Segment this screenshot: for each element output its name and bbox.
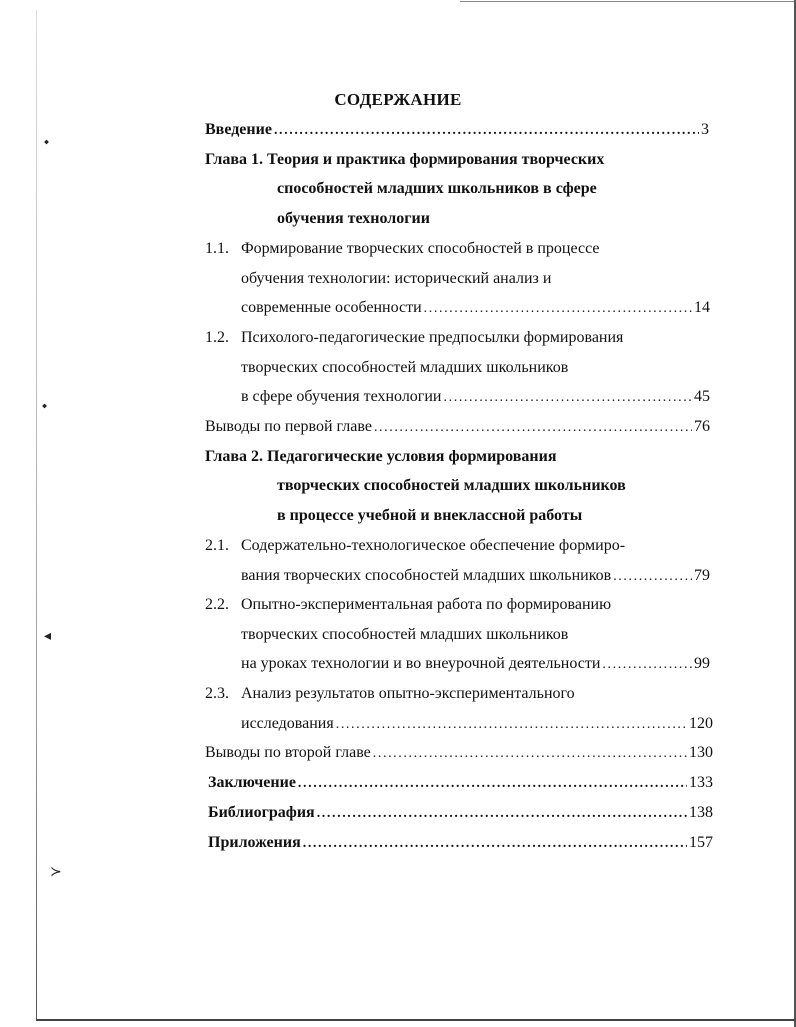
leader-dots (303, 833, 687, 855)
toc-section-2-1-line2 (241, 565, 710, 587)
leader-dots (274, 120, 699, 142)
scan-speck: ⬩ (44, 135, 50, 150)
toc-section-2-2-line1 (205, 594, 611, 616)
toc-section-2-3-line2 (241, 713, 713, 735)
leader-dots (336, 714, 687, 736)
entry-label: исследования (241, 715, 334, 732)
entry-label: вания творческих способностей младших школьников (241, 567, 612, 584)
chapter2-heading-line2: творческих способностей младших школьников (277, 477, 626, 494)
entry-page: 99 (694, 655, 710, 672)
toc-section-1-2-line2: творческих способностей младших школьников (241, 359, 569, 376)
scan-speck: ⬩ (42, 399, 48, 414)
chapter1-heading-line2: способностей младших школьников в сфере (277, 180, 597, 197)
entry-label: современные особенности (241, 299, 422, 316)
toc-section-1-2-line1 (205, 327, 623, 349)
leader-dots (602, 654, 692, 676)
entry-page: 3 (701, 121, 709, 138)
toc-section-2-2-line3 (241, 653, 710, 675)
entry-label: в сфере обучения технологии (241, 388, 442, 405)
toc-title: СОДЕРЖАНИЕ (334, 90, 462, 109)
toc-section-1-1-line1 (205, 238, 599, 260)
toc-entry-bibliography (208, 802, 713, 824)
section-number: 1.2. (205, 329, 229, 346)
entry-label: Выводы по первой главе (205, 418, 372, 435)
toc-entry-conclusions2 (205, 742, 713, 764)
section-text: Психолого-педагогические предпосылки формирования (241, 329, 624, 346)
section-number: 2.3. (205, 685, 229, 702)
chapter2-heading-line1: Глава 2. Педагогические условия формирования (205, 448, 557, 465)
entry-page: 133 (689, 774, 713, 791)
entry-label: Введение (205, 121, 272, 138)
chapter1-heading-line3: обучения технологии (277, 210, 430, 227)
entry-label: Библиография (208, 804, 315, 821)
entry-page: 120 (689, 715, 713, 732)
scan-speck: ◂ (44, 629, 52, 644)
leader-dots (444, 387, 693, 409)
entry-label: Выводы по второй главе (205, 744, 371, 761)
toc-section-2-3-line1 (205, 683, 575, 705)
section-text: Формирование творческих способностей в процессе (241, 240, 600, 257)
section-number: 1.1. (205, 240, 229, 257)
toc-entry-intro (205, 119, 709, 141)
section-text: Содержательно-технологическое обеспечение формиро- (241, 537, 626, 554)
section-number: 2.2. (205, 596, 229, 613)
chapter2-heading-line3: в процессе учебной и внеклассной работы (277, 507, 583, 524)
toc-section-2-1-line1 (205, 535, 625, 557)
entry-page: 79 (694, 567, 710, 584)
leader-dots (613, 566, 692, 588)
toc-section-1-2-line3 (241, 386, 710, 408)
entry-label: Приложения (208, 834, 301, 851)
entry-page: 76 (694, 418, 710, 435)
toc-entry-conclusions1 (205, 416, 710, 438)
toc-section-1-1-line3 (241, 297, 710, 319)
entry-page: 157 (689, 834, 713, 851)
leader-dots (317, 803, 687, 825)
scan-edge-left (36, 10, 37, 1020)
leader-dots (373, 743, 687, 765)
toc-entry-appendices (208, 832, 713, 854)
scan-speck: ≻ (50, 865, 62, 880)
leader-dots (374, 417, 692, 439)
chapter1-heading-line1: Глава 1. Теория и практика формирования творческих (205, 151, 605, 168)
entry-page: 130 (689, 744, 713, 761)
leader-dots (424, 298, 692, 320)
section-number: 2.1. (205, 537, 229, 554)
entry-label: Заключение (208, 774, 296, 791)
section-text: Анализ результатов опытно-экспериментального (241, 685, 575, 702)
toc-section-2-2-line2: творческих способностей младших школьников (241, 626, 569, 643)
toc-section-1-1-line2: обучения технологии: исторический анализ и (241, 270, 552, 287)
entry-page: 138 (689, 804, 713, 821)
entry-page: 45 (694, 388, 710, 405)
entry-page: 14 (694, 299, 710, 316)
toc-entry-conclusion (208, 772, 713, 794)
scan-edge-bottom (36, 1019, 796, 1021)
entry-label: на уроках технологии и во внеурочной деятельности (241, 655, 601, 672)
scan-edge-top (460, 1, 796, 2)
leader-dots (298, 773, 687, 795)
section-text: Опытно-экспериментальная работа по формированию (241, 596, 612, 613)
